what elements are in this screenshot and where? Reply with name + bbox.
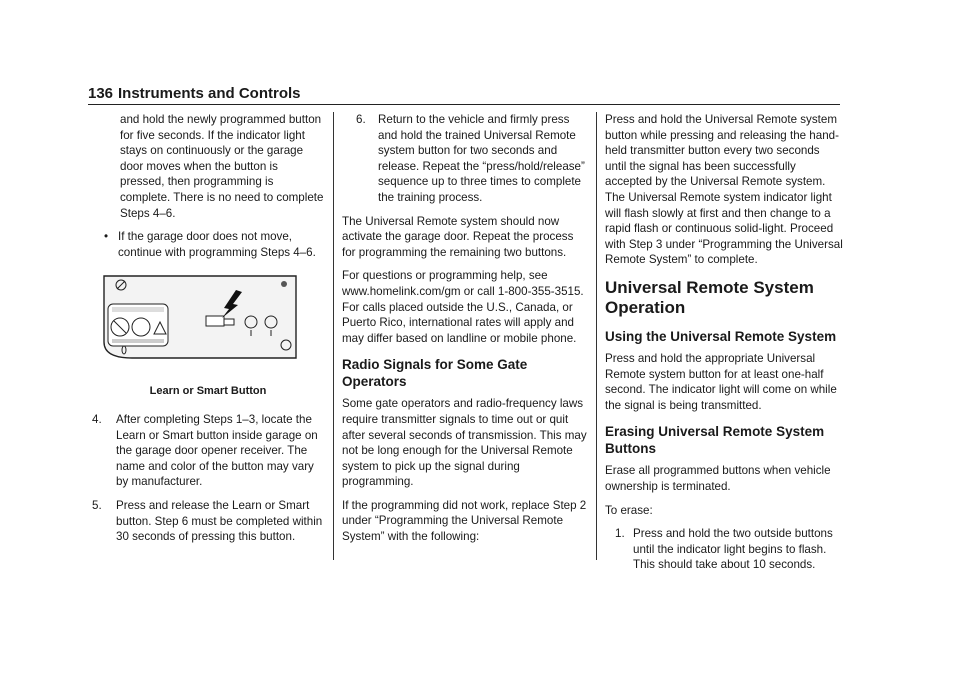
step-number: 1. (615, 527, 625, 541)
bullet-marker: • (104, 230, 109, 244)
subsection-heading: Erasing Universal Remote System Buttons (605, 424, 825, 457)
section-heading-large: Universal Remote System Operation (605, 277, 814, 317)
page-header (88, 82, 840, 105)
paragraph: Press and hold the appropriate Universal Remote system button for at least one-half second. The indicator light will come on while the signal is being transmitted. (605, 351, 837, 412)
step-number: 6. (356, 113, 366, 126)
column-divider (596, 112, 597, 560)
figure-caption: Learn or Smart Button (149, 385, 267, 398)
step-text: After completing Steps 1–3, locate the Learn or Smart button inside garage on the garage door opener receiver. The name and color of the button may vary by manufacturer. (116, 412, 318, 489)
column-1 (92, 112, 324, 553)
step-number: 5. (92, 498, 102, 512)
step-6 (342, 112, 590, 206)
paragraph: Some gate operators and radio-frequency laws require transmitter signals to time out or quit after several seconds of transmission. This may not be long enough for the Universal Remote system to pick up the signal during programming. (342, 397, 587, 489)
column-divider (333, 112, 334, 560)
step-number: 4. (92, 412, 102, 426)
paragraph: For questions or programming help, see www.homelink.com/gm or call 1-800-355-3515. For calls placed outside the U.S., Canada, or Puerto Rico, international rates will apply and may differ based on landline or mobile phone. (342, 269, 584, 345)
step-4 (92, 412, 324, 490)
step-text: Press and release the Learn or Smart button. Step 6 must be completed within 30 seconds of pressing this button. (116, 498, 323, 544)
bullet-item (92, 229, 324, 260)
step-5 (92, 498, 324, 545)
column-3 (605, 112, 843, 573)
paragraph: If the programming did not work, replace Step 2 under “Programming the Universal Remote System” with the following: (342, 498, 587, 544)
paragraph: To erase: (605, 503, 653, 517)
paragraph: The Universal Remote system should now activate the garage door. Repeat the process for programming the remaining two buttons. (342, 214, 574, 259)
opener-receiver-drawing (96, 272, 304, 376)
bullet-text: If the garage door does not move, continue with programming Steps 4–6. (118, 230, 316, 259)
section-heading: Radio Signals for Some Gate Operators (342, 357, 528, 390)
step-text: Return to the vehicle and firmly press and hold the trained Universal Remote system button for two seconds and release. Repeat the “press/hold/release” sequence up to three times to complete the training process. (378, 113, 585, 204)
paragraph: Erase all programmed buttons when vehicle ownership is terminated. (605, 464, 831, 493)
continued-paragraph: and hold the newly programmed button for five seconds. If the indicator light stays on continuously or the garage door moves when the button is pressed, then programming is complete. There is no need to complete Steps 4–6. (120, 113, 324, 220)
subsection-heading: Using the Universal Remote System (605, 328, 837, 344)
paragraph: Press and hold the Universal Remote system button while pressing and releasing the hand-held transmitter button every two seconds until the signal has been successfully accepted by the Universal Remote system. The Universal Remote system indicator light will flash slowly at first and then change to a rapid flash or continuous solid-light. Proceed with Step 3 under “Programming the Universal Remote System” to complete. (605, 113, 843, 267)
garage-opener-illustration (96, 272, 304, 376)
erase-step-1 (605, 526, 843, 573)
step-text: Press and hold the two outside buttons until the indicator light begins to flash. This should take about 10 seconds. (633, 527, 833, 572)
section-title: Instruments and Controls (118, 85, 301, 102)
page-number: 136 (88, 85, 114, 102)
column-2 (342, 112, 590, 553)
